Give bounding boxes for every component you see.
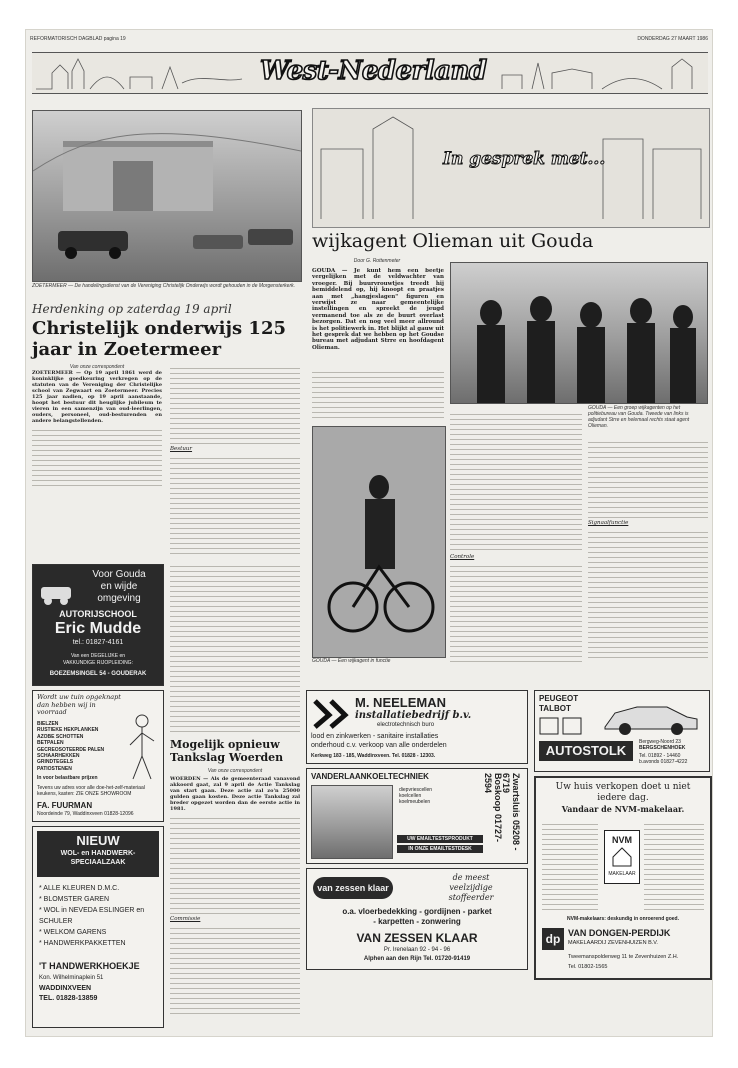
neeleman-line-2: onderhoud c.v. verkoop van alle onderdelen — [311, 742, 447, 749]
vanzessen-logo: van zessen klaar — [313, 877, 393, 899]
worker-illustration-icon — [125, 711, 159, 781]
nvm-tagline: NVM-makelaars: deskundig in onroerend goed. — [567, 916, 679, 922]
fuurman-item: PATIOSTENEN — [37, 765, 72, 772]
handwerk-title-box — [37, 831, 159, 877]
vanzessen-slogan — [419, 873, 523, 903]
neeleman-name: M. NEELEMAN — [355, 695, 446, 710]
vanderlaan-badge-2: IN ONZE EMAILTESTDESK — [397, 845, 483, 853]
interview-column-1 — [312, 368, 444, 422]
handwerk-items — [39, 883, 161, 949]
vanderlaan-phone-2: Zwartsluis 05208 - 6719 — [501, 773, 521, 851]
school-column-3 — [170, 562, 300, 734]
vanderlaan-items — [399, 787, 479, 805]
autoschool-phone: tel.: 01827-4161 — [72, 639, 124, 646]
fuurman-name: FA. FUURMAN — [37, 801, 93, 810]
handwerk-title-3: SPECIAALZAAK — [70, 859, 126, 866]
fuurman-item: BIELZEN — [37, 721, 59, 727]
interview-kicker: In gesprek met... — [443, 149, 606, 169]
newspaper-page — [26, 30, 712, 1036]
nvm-address: Tweemanspolderweg 11 te Zevenhuizen Z.H. — [568, 954, 679, 960]
interview-subhead-controle: Controle — [450, 554, 475, 560]
autostolk-after-hours: b.avonds 01827-4222 — [639, 759, 688, 765]
vanzessen-address-2: Alphen aan den Rijn Tel. 01720-91419 — [363, 956, 471, 962]
interview-column-2 — [450, 410, 582, 672]
bike-officer-graphic — [313, 427, 445, 657]
autostolk-address-2: BERGSCHENHOEK — [639, 745, 686, 751]
handwerk-name: 'T HANDWERKHOEKJE — [39, 961, 140, 971]
nvm-text-right — [644, 820, 704, 910]
ad-fuurman — [32, 690, 164, 822]
school-body-text-4 — [170, 562, 300, 734]
autostolk-brand-2: TALBOT — [539, 704, 571, 713]
fuurman-intro: Wordt uw tuin opgeknapt dan hebben wij in voorraad — [37, 693, 121, 716]
vanderlaan-item: diepvriescellen — [399, 787, 433, 793]
ad-vanderlaan — [306, 768, 528, 864]
interview-header — [312, 108, 710, 228]
neeleman-line-1: lood en zinkwerken - sanitaire installaties — [311, 733, 439, 740]
school-column-1 — [32, 364, 162, 560]
handwerk-item: * WELKOM GARENS — [39, 929, 107, 936]
nvm-name: VAN DONGEN-PERDIJK — [568, 928, 671, 938]
handwerk-item-text: WOL in NEVEDA ESLINGER en SCHULER — [39, 907, 145, 925]
school-building-photo — [32, 110, 302, 282]
police-group-photo — [450, 262, 708, 404]
school-headline: Christelijk onderwijs 125 jaar in Zoetermeer — [32, 318, 286, 360]
nvm-logo — [604, 830, 640, 884]
school-body-text-1 — [32, 426, 162, 486]
handwerk-title-1: NIEUW — [76, 833, 120, 848]
school-subhead: Bestuur — [170, 446, 193, 452]
fuurman-item: SCHAARHEKKEN — [37, 753, 80, 760]
autoschool-address: BOEZEMSINGEL 54 - GOUDERAK — [49, 671, 147, 677]
school-column-2 — [170, 364, 300, 560]
fuurman-footer-1: Tevens uw adres voor alle doe-het-zelf-materiaal — [37, 785, 145, 791]
ad-vanzessen — [306, 868, 528, 970]
vanzessen-address-1: Pr. Irenelaan 92 - 94 - 96 — [383, 947, 451, 953]
fuurman-footer-2: keukens, kasten: ZIE ONZE SHOWROOM — [37, 791, 132, 797]
autoschool-slogan-2: en wijde — [100, 581, 138, 592]
ad-nvm — [534, 776, 712, 980]
school-body-text-3 — [170, 454, 300, 554]
neeleman-address: Kerkweg 183 - 185, Waddinxveen. Tel. 01828 - 12303. — [311, 753, 436, 759]
school-scene-graphic — [33, 111, 301, 281]
vanderlaan-badge-1: UW EMAILTESTSPRODUKT — [397, 835, 483, 843]
group-photo-caption: GOUDA — Een groep wijkagenten op het politiebureau van Gouda. Tweede van links is adjudant Strre en helemaal rechts staat agent Olieman. — [588, 405, 690, 429]
ad-autoschool — [32, 564, 164, 686]
interview-body-text-4 — [588, 438, 708, 518]
nvm-house-icon — [611, 845, 633, 867]
autostolk-phone: Tel. 01892 - 14460 — [639, 753, 681, 759]
handwerk-address: Kon. Wilhelminaplein 51 — [39, 975, 104, 981]
car-illustration-icon — [601, 697, 701, 737]
autoschool-car-icon — [39, 573, 73, 607]
school-photo-caption: ZOETERMEER — De handelingsdienst van de Vereniging Christelijk Onderwijs wordt gehouden in de Morgensterkerk. — [32, 283, 295, 289]
tankslag-column — [170, 776, 300, 1030]
autoschool-line-1: Van een DEGELIJKE en — [70, 653, 126, 659]
interview-byline: Door G. Rottenmeter — [353, 258, 401, 264]
tankslag-byline: Van onze correspondent — [207, 768, 263, 774]
handwerk-item-text: WELKOM GARENS — [43, 929, 107, 936]
tankslag-lead: WOERDEN — Als de gemeenteraad vanavond akkoord gaat, zal 9 april de Actie Tankslag van start gaan. Deze actie zal zo'n 25000 gulden gaan kosten. Deze actie Tankslag zal breder opgezet worden dan de eerste actie in 1981. — [170, 776, 300, 812]
autoschool-line-2: VAKKUNDIGE RIJOPLEIDING: — [63, 660, 133, 666]
tankslag-body-text-2 — [170, 924, 300, 1014]
vanderlaan-item: koelcellen — [399, 793, 422, 799]
nvm-logo-sub: MAKELAAR — [608, 871, 636, 877]
masthead-date: DONDERDAG 27 MAART 1986 — [637, 36, 708, 42]
autostolk-brand-1: PEUGEOT — [539, 694, 579, 703]
masthead-left: REFORMATORISCH DAGBLAD pagina 19 — [30, 36, 126, 42]
interview-column-3 — [588, 438, 708, 672]
handwerk-item-text: HANDWERKPAKKETTEN — [43, 940, 126, 947]
vanderlaan-name: VANDERLAANKOELTECHNIEK — [311, 772, 429, 781]
handwerk-item: * HANDWERKPAKKETTEN — [39, 940, 126, 947]
ad-neeleman — [306, 690, 528, 764]
section-banner — [32, 52, 708, 94]
vanzessen-line-1: o.a. vloerbedekking - gordijnen - parket — [342, 907, 492, 916]
fuurman-item: GRINDTEGELS — [37, 759, 74, 766]
handwerk-item: * BLOMSTER GAREN — [39, 896, 110, 903]
fuurman-items — [37, 721, 127, 772]
autostolk-address-1: Bergweg-Noord 23 — [639, 739, 681, 745]
fuurman-item: RUSTIEKE HEKPLANKEN — [37, 727, 99, 734]
handwerk-item-text: BLOMSTER GAREN — [43, 896, 110, 903]
autoschool-slogan — [79, 569, 159, 605]
autoschool-name: Eric Mudde — [54, 620, 142, 637]
interview-lead: GOUDA — Je kunt hem een beetje vergelijken met de veldwachter van vroeger. Bij buurvrouwtjes treedt hij bemiddelend op, hij knoopt en praatjes aan met „hangjeslagen" figuren en verwijst ze naar gemeentelijke instellingen en spreekt de jeugd vermanend toe als ze de buurt overlast bezorgen. Dat en nog veel meer allround is het politiewerk in. Het blijkt al gauw uit het gesprek dat we hebben op het Goudse bureau met adjudant Strre en hoofdagent Olieman. — [312, 268, 444, 351]
tankslag-headline: Mogelijk opnieuw Tankslag Woerden — [170, 738, 284, 764]
fuurman-address: Noordeinde 79, Waddinxveen 01828-12096 — [37, 811, 134, 817]
handwerk-item-text: ALLE KLEUREN D.M.C. — [43, 885, 120, 892]
peugeot-logos-icon — [539, 717, 583, 735]
bike-officer-photo — [312, 426, 446, 658]
bike-photo-caption: GOUDA — Een wijkagent in functie — [312, 658, 391, 664]
neeleman-sub: installatiebedrijf b.v. — [355, 710, 472, 721]
tankslag-subhead: Commissie — [170, 916, 201, 922]
nvm-phone: Tel. 01802-1565 — [568, 964, 608, 970]
nvm-text-left — [542, 820, 598, 910]
interview-headline: wijkagent Olieman uit Gouda — [312, 230, 594, 252]
handwerk-item: * WOL in NEVEDA ESLINGER en SCHULER — [39, 907, 145, 925]
interview-body-text-1 — [312, 368, 444, 422]
school-byline: Van onze correspondent — [69, 364, 125, 370]
vanderlaan-photo — [311, 785, 393, 859]
fuurman-item: BETPALEN — [37, 740, 64, 747]
nvm-sub: MAKELAARDIJ ZEVENHUIZEN B.V. — [568, 940, 658, 946]
ad-handwerk — [32, 826, 164, 1028]
interview-body-text-5 — [588, 528, 708, 662]
nvm-logo-text: NVM — [612, 835, 632, 845]
interview-subhead-signaal: Signaalfunctie — [588, 520, 629, 526]
ad-autostolk — [534, 690, 710, 772]
neeleman-logo-icon — [311, 695, 351, 729]
fuurman-item: AZOBE SCHOTTEN — [37, 733, 84, 740]
vanzessen-slogan-1: de meest — [452, 873, 490, 882]
nvm-headline-2: Vandaar de NVM-makelaar. — [561, 804, 685, 814]
tankslag-body-text-1 — [170, 814, 300, 914]
autoschool-slogan-3: omgeving — [97, 593, 141, 604]
vanzessen-name: VAN ZESSEN KLAAR — [356, 931, 478, 945]
vanderlaan-phone-1: Boskoop 01727-2594 — [483, 773, 503, 843]
nvm-headline-1: Uw huis verkopen doet u niet iedere dag. — [555, 782, 691, 803]
fuurman-note: In voor belastbare prijzen — [37, 775, 98, 781]
handwerk-item: * ALLE KLEUREN D.M.C. — [39, 885, 120, 892]
dp-logo-icon: dp — [542, 928, 564, 950]
handwerk-title-2: WOL- en HANDWERK- — [60, 850, 136, 857]
fuurman-item: GECREOSOTEERDE PALEN — [37, 746, 105, 753]
handwerk-city: WADDINXVEEN — [39, 985, 92, 992]
vanzessen-slogan-2: veelzijdige — [449, 883, 493, 892]
handwerk-phone: TEL. 01828-13859 — [39, 995, 98, 1002]
section-title: West-Nederland — [260, 56, 487, 86]
vanzessen-line-2: - karpetten - zonwering — [373, 917, 461, 926]
school-kicker: Herdenking op zaterdag 19 april — [32, 302, 232, 316]
neeleman-tag: electrotechnisch buro — [377, 722, 435, 728]
autoschool-type: AUTORIJSCHOOL — [59, 609, 137, 619]
autostolk-name: AUTOSTOLK — [539, 741, 633, 761]
school-body-text-2 — [170, 364, 300, 444]
interview-body-text-3 — [450, 562, 582, 666]
interview-body-text-2 — [450, 410, 582, 552]
vanderlaan-item: koelmeubelen — [399, 799, 431, 805]
masthead — [30, 36, 708, 45]
group-figures-graphic — [451, 263, 707, 403]
vanzessen-slogan-3: stoffeerder — [448, 893, 494, 902]
school-lead: ZOETERMEER — Op 19 april 1861 werd de koninklijke goedkeuring verkregen op de statuten van de Vereniging der Christelijke school van Zegwaart en Zoetermeer. Precies 125 jaar nadien, op 19 april aanstaande, hoopt het bestuur dit heuglijke jubileum te vieren in een samenzijn van oud-leerlingen, ouders, personeel, oud-besturenden en andere belangstellenden. — [32, 370, 162, 424]
autoschool-slogan-1: Voor Gouda — [92, 569, 146, 580]
